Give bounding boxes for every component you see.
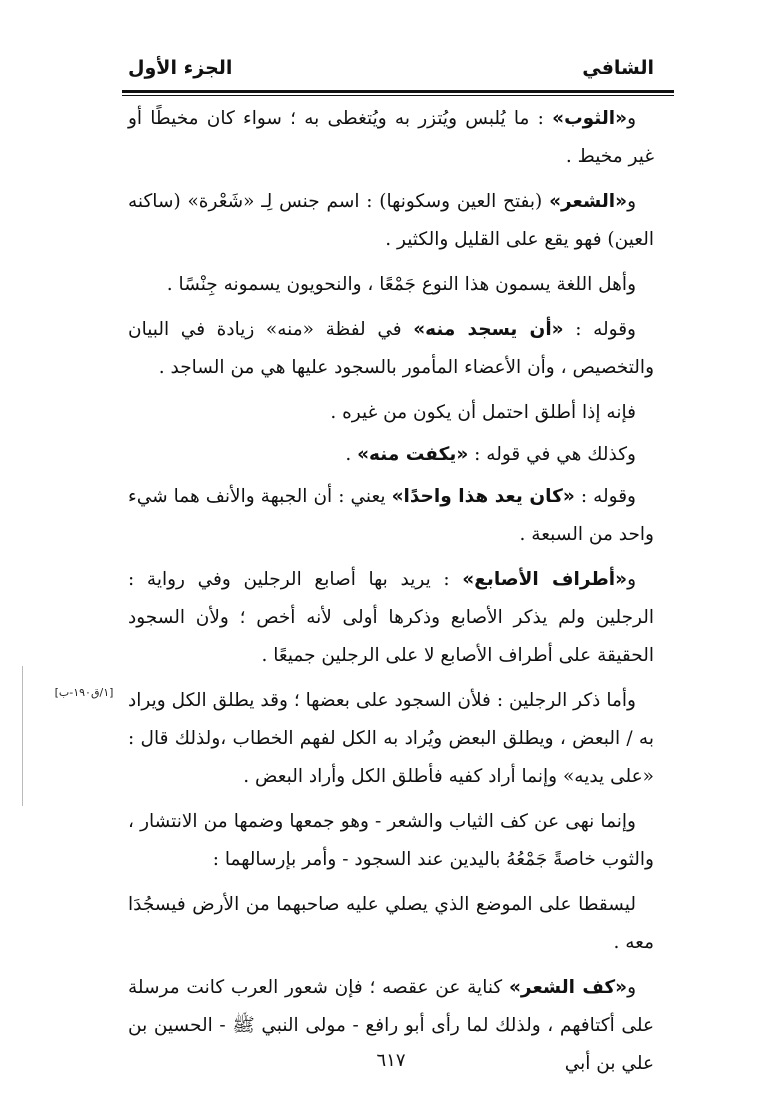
defined-term: «أن يسجد منه» <box>413 319 564 340</box>
defined-term: «كان يعد هذا واحدًا» <box>391 486 575 507</box>
running-header <box>128 50 654 86</box>
paragraph: وكذلك هي في قوله : «يكفت منه» . <box>345 444 636 465</box>
paragraph: و«الشعر» (بفتح العين وسكونها) : اسم جنس لِـ «شَعْرة» (ساكنه العين) فهو يقع على القليل والكثير . <box>128 191 654 250</box>
paragraph: وإنما نهى عن كف الثياب والشعر - وهو جمعها وضمها من الانتشار ، والثوب خاصةً جَمْعُهُ باليدين عند السجود - وأمر بإرسالهما : <box>128 811 654 870</box>
manuscript-folio-note: [١/ق١٩٠-ب] <box>54 686 114 699</box>
margin-line <box>22 666 23 806</box>
paragraph: فإنه إذا أطلق احتمل أن يكون من غيره . <box>330 402 636 423</box>
header-rule <box>122 90 674 96</box>
paragraph: وأهل اللغة يسمون هذا النوع جَمْعًا ، والنحويون يسمونه جِنْسًا . <box>166 274 636 295</box>
book-title: الشافي <box>582 57 654 79</box>
page-number: ٦١٧ <box>376 1050 406 1071</box>
paragraph: و«كف الشعر» كناية عن عقصه ؛ فإن شعور العرب كانت مرسلة على أكتافهم ، ولذلك لما رأى أبو رافع - مولى النبي ﷺ - الحسين بن علي بن أبي <box>128 977 654 1074</box>
paragraph: وأما ذكر الرجلين : فلأن السجود على بعضها ؛ وقد يطلق الكل ويراد به / البعض ، ويطلق البعض ويُراد به الكل لفهم الخطاب ،ولذلك قال : «على يديه» وإنما أراد كفيه فأطلق الكل وأراد البعض . <box>128 690 654 787</box>
paragraph: ليسقطا على الموضع الذي يصلي عليه صاحبهما من الأرض فيسجُدَا معه . <box>128 894 654 953</box>
defined-term: «الثوب» <box>552 108 628 129</box>
defined-term: «أطراف الأصابع» <box>462 569 628 590</box>
defined-term: «كف الشعر» <box>508 977 628 998</box>
defined-term: «الشعر» <box>549 191 628 212</box>
defined-term: «يكفت منه» <box>357 444 469 465</box>
paragraph: و«أطراف الأصابع» : يريد بها أصابع الرجلين وفي رواية : الرجلين ولم يذكر الأصابع وذكرها أولى لأنه أخص ؛ ولأن السجود الحقيقة على أطراف الأصابع لا على الرجلين جميعًا . <box>128 569 654 666</box>
volume-label: الجزء الأول <box>128 57 233 79</box>
paragraph: وقوله : «كان يعد هذا واحدًا» يعني : أن الجبهة والأنف هما شيء واحد من السبعة . <box>128 486 654 545</box>
paragraph: و«الثوب» : ما يُلبس ويُتزر به ويُتغطى به ؛ سواء كان مخيطًا أو غير مخيط . <box>128 108 654 167</box>
main-text <box>128 100 654 1090</box>
paragraph: وقوله : «أن يسجد منه» في لفظة «منه» زيادة في البيان والتخصيص ، وأن الأعضاء المأمور بالسجود عليها هي من الساجد . <box>128 319 654 378</box>
